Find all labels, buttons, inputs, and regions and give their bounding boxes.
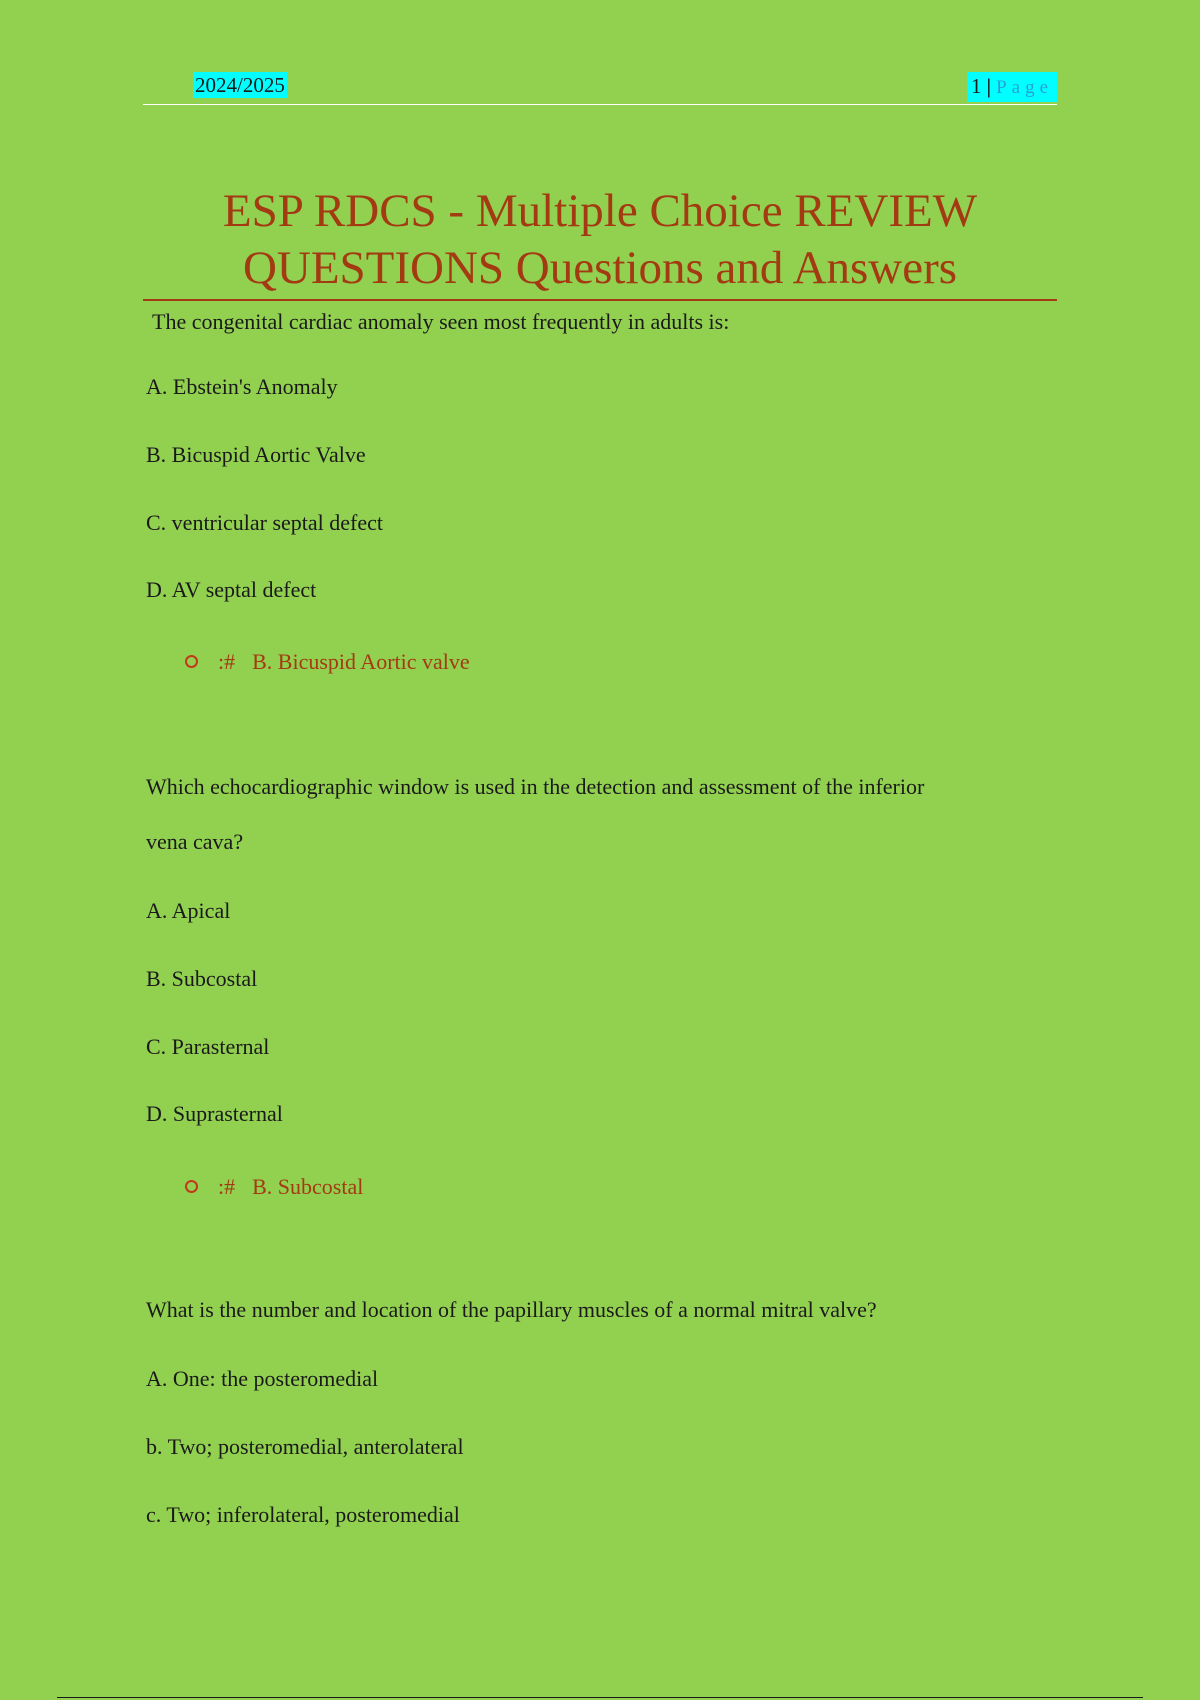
header-year: 2024/2025 (195, 73, 285, 97)
question-2-option-b: B. Subcostal (146, 966, 258, 991)
bullet-circle-icon (185, 1180, 198, 1193)
question-2-option-c: C. Parasternal (146, 1034, 270, 1059)
question-1-option-d: D. AV septal defect (146, 577, 317, 602)
question-3-text: What is the number and location of the papillary muscles of a normal mitral valve? (146, 1297, 877, 1322)
header-page-number (967, 72, 1057, 102)
question-1-answer (185, 648, 470, 676)
answer-marker: :# (218, 649, 236, 674)
question-2-option-a: A. Apical (146, 898, 231, 923)
question-3-option-b: b. Two; posteromedial, anterolateral (146, 1434, 464, 1459)
question-1-text: The congenital cardiac anomaly seen most frequently in adults is: (152, 309, 730, 334)
question-2-text-line-1: Which echocardiographic window is used in the detection and assessment of the inferior (146, 774, 925, 799)
page-header (143, 70, 1057, 105)
question-2-text-line-2: vena cava? (146, 829, 244, 854)
question-1-option-c: C. ventricular septal defect (146, 510, 384, 535)
page-number: 1 (970, 74, 982, 98)
question-1-option-a: A. Ebstein's Anomaly (146, 374, 338, 399)
title-underline (143, 299, 1057, 301)
question-3-option-c: c. Two; inferolateral, posteromedial (146, 1502, 460, 1527)
footer-rule (57, 1697, 1143, 1698)
title-line-2: QUESTIONS Questions and Answers (242, 242, 958, 294)
question-2-option-d: D. Suprasternal (146, 1101, 283, 1126)
answer-text: B. Bicuspid Aortic valve (252, 649, 470, 674)
question-3-option-a: A. One: the posteromedial (146, 1366, 379, 1391)
answer-marker: :# (218, 1174, 236, 1199)
question-2-answer (185, 1173, 363, 1201)
question-1-option-b: B. Bicuspid Aortic Valve (146, 442, 366, 467)
page-separator: | (986, 74, 992, 98)
page-word: Page (996, 77, 1053, 98)
document-title (143, 183, 1057, 297)
bullet-circle-icon (185, 655, 198, 668)
answer-text: B. Subcostal (252, 1174, 364, 1199)
title-line-1: ESP RDCS - Multiple Choice REVIEW (222, 185, 978, 237)
